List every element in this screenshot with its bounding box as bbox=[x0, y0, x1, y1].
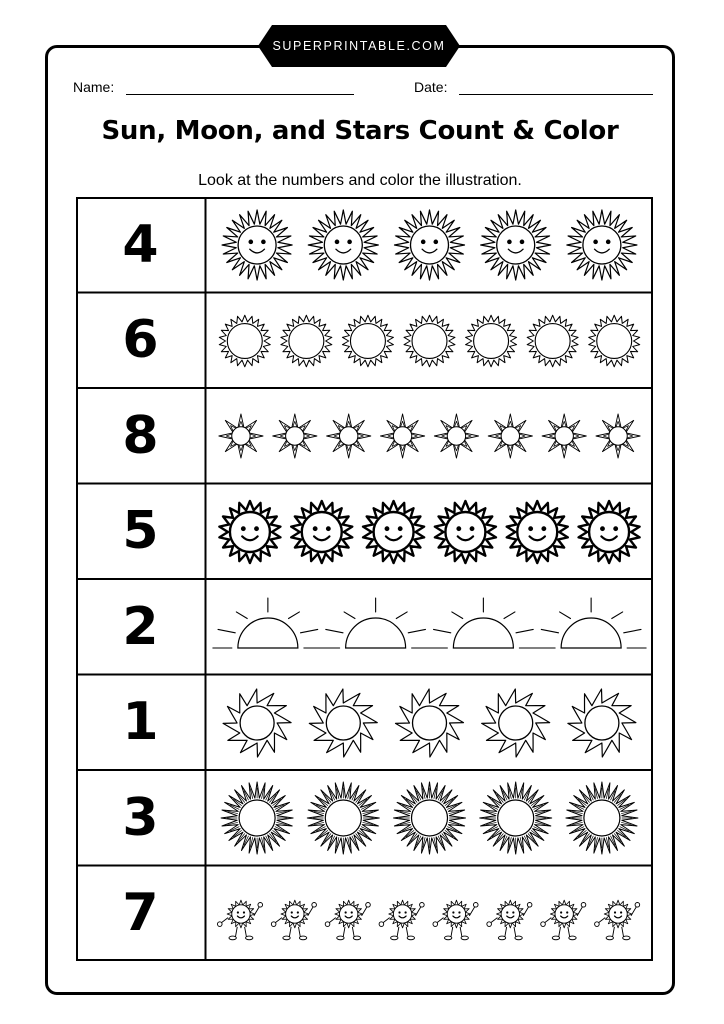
bold-smiley-sun-icon bbox=[291, 501, 352, 563]
small-spiky-sun-icon bbox=[273, 414, 317, 458]
coloring-cell[interactable] bbox=[206, 197, 653, 293]
small-spiky-sun-icon bbox=[327, 414, 371, 458]
coloring-cell[interactable] bbox=[206, 866, 653, 962]
smiling-sun-icon bbox=[567, 210, 637, 280]
date-label: Date: bbox=[414, 79, 448, 95]
small-spiky-sun-icon bbox=[596, 414, 640, 458]
sun-character-icon bbox=[595, 900, 640, 940]
row-number: 8 bbox=[122, 405, 159, 466]
sun-character-icon bbox=[379, 900, 424, 940]
coloring-illustrations bbox=[206, 197, 653, 292]
scalloped-sun-icon bbox=[281, 315, 332, 367]
coloring-illustrations bbox=[206, 579, 653, 674]
smiling-sun-icon bbox=[395, 210, 465, 280]
instructions: Look at the numbers and color the illustration. bbox=[198, 172, 522, 189]
rising-sun-icon bbox=[536, 598, 646, 648]
scalloped-sun-icon bbox=[527, 315, 578, 367]
rising-sun-icon bbox=[213, 598, 323, 648]
worksheet-title: Sun, Moon, and Stars Count & Color bbox=[101, 116, 619, 146]
coloring-cell[interactable] bbox=[206, 675, 653, 771]
coloring-illustrations bbox=[206, 388, 653, 483]
name-label: Name: bbox=[73, 79, 115, 95]
rayed-sun-icon bbox=[307, 782, 379, 854]
site-name: SUPERPRINTABLE.COM bbox=[272, 39, 446, 53]
scalloped-sun-icon bbox=[466, 315, 517, 367]
coloring-illustrations bbox=[206, 770, 653, 865]
bold-smiley-sun-icon bbox=[435, 501, 496, 563]
small-spiky-sun-icon bbox=[542, 414, 586, 458]
rayed-sun-icon bbox=[480, 782, 552, 854]
row-number: 5 bbox=[122, 501, 159, 562]
sun-character-icon bbox=[487, 900, 532, 940]
sun-character-icon bbox=[541, 900, 586, 940]
scalloped-sun-icon bbox=[342, 315, 393, 367]
smiling-sun-icon bbox=[308, 210, 378, 280]
coloring-illustrations bbox=[206, 866, 653, 961]
site-badge bbox=[258, 25, 460, 67]
small-spiky-sun-icon bbox=[434, 414, 478, 458]
rayed-sun-icon bbox=[566, 782, 638, 854]
bold-smiley-sun-icon bbox=[219, 501, 280, 563]
rayed-sun-icon bbox=[221, 782, 293, 854]
rayed-sun-icon bbox=[394, 782, 466, 854]
coloring-cell[interactable] bbox=[206, 579, 653, 675]
row-number: 7 bbox=[122, 883, 159, 944]
coloring-illustrations bbox=[206, 484, 653, 579]
date-field[interactable] bbox=[459, 94, 653, 95]
coloring-illustrations bbox=[206, 675, 653, 770]
flame-sun-icon bbox=[223, 689, 291, 757]
flame-sun-icon bbox=[309, 689, 377, 757]
small-spiky-sun-icon bbox=[380, 414, 424, 458]
sun-character-icon bbox=[433, 900, 478, 940]
flame-sun-icon bbox=[482, 689, 550, 757]
flame-sun-icon bbox=[568, 689, 636, 757]
bold-smiley-sun-icon bbox=[579, 501, 640, 563]
rising-sun-icon bbox=[321, 598, 431, 648]
sun-character-icon bbox=[271, 900, 316, 940]
name-field[interactable] bbox=[126, 94, 354, 95]
row-number: 1 bbox=[122, 692, 159, 753]
coloring-illustrations bbox=[206, 293, 653, 388]
small-spiky-sun-icon bbox=[219, 414, 263, 458]
sun-character-icon bbox=[325, 900, 370, 940]
coloring-cell[interactable] bbox=[206, 293, 653, 389]
bold-smiley-sun-icon bbox=[363, 501, 424, 563]
row-number: 3 bbox=[122, 787, 159, 848]
scalloped-sun-icon bbox=[404, 315, 455, 367]
smiling-sun-icon bbox=[222, 210, 292, 280]
scalloped-sun-icon bbox=[219, 315, 270, 367]
smiling-sun-icon bbox=[481, 210, 551, 280]
count-color-table bbox=[76, 197, 653, 961]
flame-sun-icon bbox=[396, 689, 464, 757]
rising-sun-icon bbox=[428, 598, 538, 648]
row-number: 2 bbox=[122, 596, 159, 657]
coloring-cell[interactable] bbox=[206, 770, 653, 866]
coloring-cell[interactable] bbox=[206, 484, 653, 580]
bold-smiley-sun-icon bbox=[507, 501, 568, 563]
row-number: 4 bbox=[122, 214, 159, 275]
coloring-cell[interactable] bbox=[206, 388, 653, 484]
row-number: 6 bbox=[122, 310, 159, 371]
small-spiky-sun-icon bbox=[488, 414, 532, 458]
scalloped-sun-icon bbox=[589, 315, 640, 367]
sun-character-icon bbox=[217, 900, 262, 940]
